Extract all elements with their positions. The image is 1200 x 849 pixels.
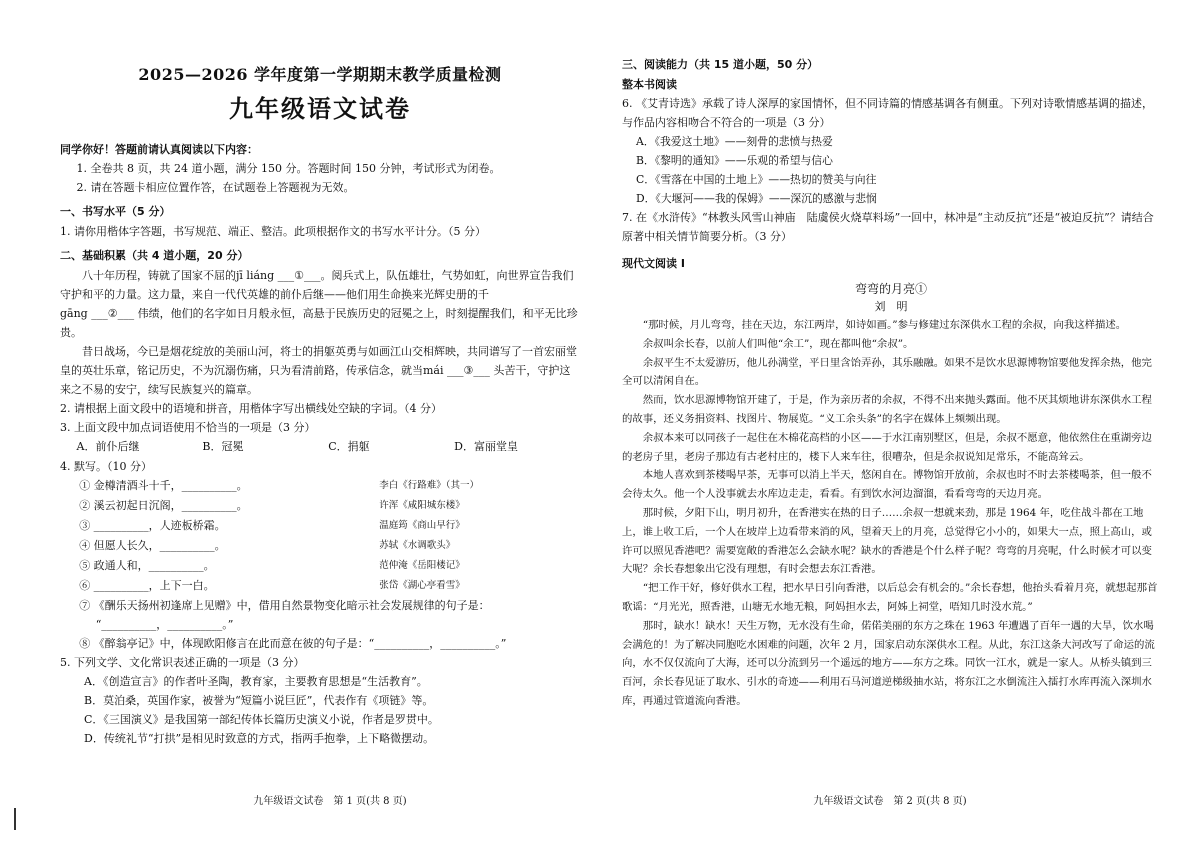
- section-heading: 二、基础积累（共 4 道小题，20 分）: [60, 249, 249, 262]
- question-1: 1. 请你用楷体字答题，书写规范、端正、整洁。此项根据作文的书写水平计分。（5 分）: [60, 225, 486, 238]
- option-a: A．《创造宣言》的作者叶圣陶，教育家，主要教育思想是“生活教育”。: [84, 675, 428, 688]
- recite-line: ③ __________，人迹板桥霜。 温庭筠《商山早行》: [79, 519, 465, 532]
- article-paragraph: “把工作干好，修好供水工程，把水早日引向香港，以后总会有机会的。”余长春想，他抬头看着月亮，就想起那首歌谣：“月光光，照香港，山塘无水地无粮，阿妈担水去，阿姊上祠堂，唔知几时没水荒。”: [622, 582, 1158, 613]
- recite-line: ⑧ 《醉翁亭记》中，体现欧阳修言在此而意在彼的句子是：“__________，__________。”: [79, 637, 507, 650]
- option-d: D．传统礼节“打拱”是相见时致意的方式，指两手抱拳，上下略微摆动。: [84, 732, 435, 745]
- option-d: D．《大堰河——我的保姆》——深沉的感激与悲悯: [636, 192, 877, 205]
- article-paragraph: 余叔平生不太爱游历，他儿孙满堂，平日里含饴弄孙，其乐融融。如果不是饮水思源博物馆要他发挥余热，他完全可以清闲自在。: [622, 356, 1152, 388]
- choice-a: A．前仆后继: [76, 440, 140, 453]
- paper-title: 九年级语文试卷: [229, 94, 411, 123]
- page-footer: 九年级语文试卷 第 1 页(共 8 页): [253, 796, 407, 807]
- recite-line: ④ 但愿人长久，__________。 苏轼《水调歌头》: [79, 539, 456, 552]
- article-paragraph: 本地人喜欢到茶楼喝早茶，无事可以消上半天，悠闲自在。博物馆开放前，余叔也时不时去茶楼喝茶，但一般不会待太久。他一个人没事就去水库边走走，看看。有到饮水河边溜溜，看看弯弯的天边月亮。: [622, 469, 1152, 501]
- question-4: 4. 默写。（10 分）: [60, 460, 152, 473]
- article-paragraph: 余叔本来可以同孩子一起住在木棉花高档的小区——于水江南别墅区，但是，余叔不愿意，他依然住在重湖旁边的老房子里，老房子那边有古老村庄的，楼下人来车往，很嘈杂，但是余叔说知足常乐，不能高耸云。: [622, 431, 1152, 463]
- choice-d: D．富丽堂皇: [454, 440, 518, 453]
- question-2: 2. 请根据上面文段中的语境和拼音，用楷体字写出横线处空缺的字词。（4 分）: [60, 402, 442, 415]
- article-paragraph: 余叔叫余长春，以前人们叫他“余工”，现在都叫他“余叔”。: [642, 337, 914, 350]
- choice-b: B．冠冕: [202, 440, 244, 453]
- passage-paragraph: gāng ___②___ 伟绩，他们的名字如日月般永恒，高悬于民族历史的冠冕之上，时刻提醒我们，和平无比珍贵。: [60, 307, 578, 339]
- article-author: 刘 明: [874, 300, 908, 313]
- notice-heading: 同学你好！答题前请认真阅读以下内容：: [60, 143, 258, 156]
- recite-blank: “__________，__________。”: [95, 618, 234, 631]
- notice-item: 2. 请在答题卡相应位置作答，在试题卷上答题视为无效。: [76, 181, 355, 194]
- recite-line: ② 溪云初起日沉阁，__________。 许浑《咸阳城东楼》: [79, 499, 465, 512]
- subsection-heading: 整本书阅读: [622, 78, 677, 91]
- binding-mark: [14, 808, 16, 830]
- section-heading: 三、阅读能力（共 15 道小题，50 分）: [622, 58, 819, 71]
- option-b: B．《黎明的通知》——乐观的希望与信心: [636, 154, 833, 167]
- choice-c: C．捐躯: [328, 440, 370, 453]
- question-7: 7. 在《水浒传》“林教头风雪山神庙 陆虞侯火烧草料场”一回中，林冲是“主动反抗”还是“被迫反抗”？请结合原著中相关情节简要分析。（3 分）: [622, 211, 1154, 243]
- page-right: [600, 0, 1200, 849]
- recite-line: ⑦ 《酬乐天扬州初逢席上见赠》中，借用自然景物变化暗示社会发展规律的句子是：: [79, 599, 490, 612]
- reading-label: 现代文阅读 I: [622, 257, 685, 270]
- question-5: 5. 下列文学、文化常识表述正确的一项是（3 分）: [60, 656, 305, 669]
- recite-line: ① 金樽清酒斗十千，__________。 李白《行路难》（其一）: [79, 479, 479, 492]
- question-6: 6. 《艾青诗选》承载了诗人深厚的家国情怀，但不同诗篇的情感基调各有侧重。下列对诗歌情感基调的描述，与作品内容相吻合不符合的一项是（3 分）: [622, 97, 1153, 129]
- section-heading: 一、书写水平（5 分）: [60, 205, 171, 218]
- passage-paragraph: 昔日战场，今已是烟花绽放的美丽山河，将士的捐躯英勇与如画江山交相辉映，共同谱写了一首宏丽堂皇的英壮乐章，铭记历史，不为沉溺伤痛，只为看清前路，传承信念，就当mái ___③___ 头苦干，守护这来之不易的安宁，续写民族复兴的篇章。: [60, 345, 577, 396]
- article-paragraph: 然而，饮水思源博物馆开建了，于是，作为亲历者的余叔，不得不出来抛头露面。他不厌其烦地讲东深供水工程的故事，还义务捐资料、找图片、物展览。“义工余头条”的名字在媒体上频频出现。: [622, 394, 1152, 425]
- recite-line: ⑤ 政通人和，__________。 范仲淹《岳阳楼记》: [79, 559, 465, 572]
- exam-title: 2025—2026 学年度第一学期期末教学质量检测: [138, 65, 502, 84]
- option-c: C．《三国演义》是我国第一部纪传体长篇历史演义小说，作者是罗贯中。: [84, 713, 439, 726]
- article-paragraph: 那时，缺水！缺水！天生万物，无水没有生命，偌偌美丽的东方之珠在 1963 年遭遇了百年一遇的大旱，饮水喝会满危的！为了解决同胞吃水困难的问题，次年 2 月，国家启动东深供水工程。从此，东江这条大河改写了命运的流向，水不仅仅流向了大海，还可以分流到另一个遥远的地方——东方之珠。同饮一江水，就是一家人。从桥头镇到三百河，余长春见证了取水、引水的奇迹——利用石马河道逆梯级抽水站，将东江之水倒流注入擂打水库再流入深圳水库，再通过管道流向香港。: [622, 619, 1155, 707]
- page-footer: 九年级语文试卷 第 2 页(共 8 页): [813, 796, 967, 807]
- question-3-choices: [60, 437, 580, 457]
- option-b: B．莫泊桑，英国作家，被誉为“短篇小说巨匠”，代表作有《项链》等。: [84, 694, 434, 707]
- recite-line: ⑥ __________，上下一白。 张岱《湖心亭看雪》: [79, 579, 465, 592]
- option-c: C．《雪落在中国的土地上》——热切的赞美与向往: [636, 173, 877, 186]
- option-a: A．《我爱这土地》——刻骨的悲愤与热爱: [636, 135, 833, 148]
- question-3: 3. 上面文段中加点词语使用不恰当的一项是（3 分）: [60, 421, 316, 434]
- article-paragraph: “那时候，月儿弯弯，挂在天边，东江两岸，如诗如画。”参与修建过东深供水工程的余叔，向我这样描述。: [642, 319, 1127, 331]
- passage-paragraph: 八十年历程，铸就了国家不屈的jī liáng ___①___。阅兵式上，队伍雄壮，气势如虹，向世界宣告我们守护和平的力量。这力量，来自一代代英雄的前仆后继——他们用生命换来光辉史册的千: [60, 269, 574, 301]
- notice-item: 1. 全卷共 8 页，共 24 道小题，满分 150 分。答题时间 150 分钟，考试形式为闭卷。: [76, 162, 501, 175]
- article-paragraph: 那时候，夕阳下山，明月初升，在香港实在热的日子……余叔一想就来劲，那是 1964 年，吃住战斗都在工地上，谁上收工后，一个人在坡岸上边看带来消的风，望着天上的月亮，总觉得它小小的，如果大一点，照上高山，或许可以照见香港吧？需要宽敞的香港怎么会缺水呢？缺水的香港是个什么样子呢？弯弯的月亮呢，什么时候才可以变大呢？余长春想象出它没有理想，有时会想去东江香港。: [622, 506, 1152, 576]
- article-title: 弯弯的月亮①: [854, 282, 927, 296]
